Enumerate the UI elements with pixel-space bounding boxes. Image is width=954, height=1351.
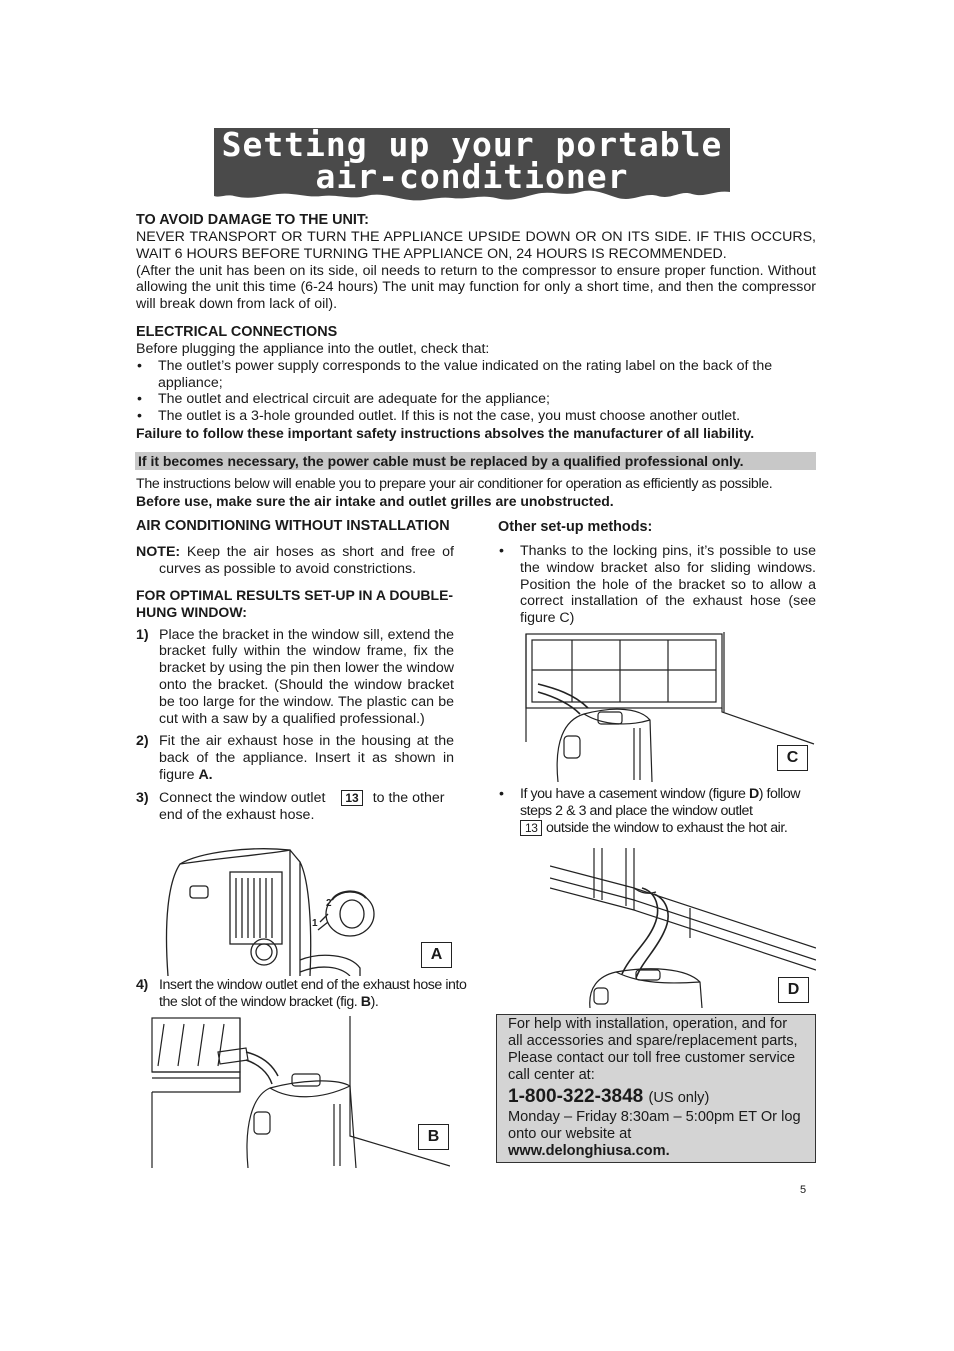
other-methods-heading: Other set-up methods: [498, 519, 653, 535]
part-13-badge: 13 [520, 820, 542, 836]
list-item: • Thanks to the locking pins, it’s possible to use the window bracket also for sliding windows. Position the hole of the bracket so to allow a correct installation of the exhaust hose (see figure C) [498, 543, 816, 627]
cable-notice-text: If it becomes necessary, the power cable must be replaced by a qualified professional only. [138, 453, 744, 469]
list-item: • The outlet is a 3-hole grounded outlet. If this is not the case, you must choose another outlet. [136, 408, 816, 425]
step-1: 1) Place the bracket in the window sill, extend the bracket fully within the window frame, fix the bracket by using the pin then lower the window onto the bracket. (Should the window bracket be too large for the window. The plastic can be cut with a saw by a qualified professional.) [136, 626, 454, 727]
list-item: • The outlet and electrical circuit are adequate for the appliance; [136, 391, 816, 408]
sliding-window-illustration [524, 632, 816, 782]
part-13-badge: 13 [341, 790, 362, 806]
damage-heading: TO AVOID DAMAGE TO THE UNIT: [136, 212, 369, 228]
optimal-heading: FOR OPTIMAL RESULTS SET-UP IN A DOUBLE-HUNG WINDOW: [136, 586, 454, 620]
figure-c [524, 632, 816, 782]
casement-bullet [498, 786, 816, 836]
electrical-checklist [136, 358, 816, 425]
appliance-back-illustration [160, 842, 452, 976]
damage-section [136, 212, 816, 313]
page-title-banner [214, 125, 730, 204]
note-text: Keep the air hoses as short and free of curves as possible to avoid constrictions. [159, 544, 454, 577]
list-item: • The outlet’s power supply corresponds to the value indicated on the rating label on the back of the appliance; [136, 358, 816, 392]
cable-notice-bar [135, 452, 816, 470]
step-3: 3) Connect the window outlet 13 to the other end of the exhaust hose. [136, 789, 445, 823]
electrical-heading: ELECTRICAL CONNECTIONS [136, 324, 338, 340]
figure-a-mark: 2 [326, 898, 332, 909]
note-paragraph [136, 544, 454, 578]
figure-b-label: B [418, 1124, 449, 1150]
figure-c-label: C [777, 745, 808, 771]
help-phone-line [508, 1086, 804, 1109]
step-2: 2) Fit the air exhaust hose in the housing at the back of the appliance. Insert it as shown in figure A. [136, 733, 454, 783]
figure-a-mark: 1 [312, 918, 318, 929]
liability-warning: Failure to follow these important safety instructions absolves the manufacturer of all liability. [136, 424, 755, 441]
electrical-section [136, 324, 816, 442]
help-hours: Monday – Friday 8:30am – 5:00pm ET Or log onto our website at [508, 1109, 801, 1142]
electrical-intro: Before plugging the appliance into the outlet, check that: [136, 341, 490, 357]
help-text: For help with installation, operation, and for all accessories and spare/replacement parts, Please contact our toll free customer service call center at: [508, 1016, 798, 1083]
phone-number[interactable]: 1-800-322-3848 [508, 1086, 644, 1107]
no-install-heading: AIR CONDITIONING WITHOUT INSTALLATION [136, 518, 450, 534]
page-number: 5 [800, 1184, 807, 1196]
double-hung-window-illustration [150, 1016, 450, 1168]
phone-note: (US only) [648, 1090, 710, 1106]
note-label: NOTE: [136, 544, 181, 560]
left-column [136, 518, 454, 823]
list-item: • If you have a casement window (figure D) follow steps 2 & 3 and place the window outlet 13 outside the window to exhaust the hot air. [498, 786, 816, 836]
damage-warning-text: NEVER TRANSPORT OR TURN THE APPLIANCE UPSIDE DOWN OR ON ITS SIDE. IF THIS OCCURS, WAIT 6 HOURS BEFORE TURNING THE APPLIANCE ON, 24 HOURS IS RECOMMENDED. [136, 229, 816, 262]
website-link[interactable]: www.delonghiusa.com. [508, 1143, 670, 1159]
banner-title-line1: Setting up your portable [221, 125, 723, 164]
damage-explanation-text: (After the unit has been on its side, oil needs to return to the compressor to ensure proper function. Without allowing the unit this time (6-24 hours) The unit may function for only a short time, and then the compressor will break down from lack of oil). [136, 262, 816, 313]
figure-a [160, 842, 452, 976]
intro-bold-text: Before use, make sure the air intake and outlet grilles are unobstructed. [136, 492, 614, 509]
figure-d [550, 848, 816, 1008]
figure-a-label: A [421, 942, 452, 968]
intro-text: The instructions below will enable you to prepare your air conditioner for operation as efficiently as possible. [136, 476, 773, 492]
sliding-window-list [498, 543, 816, 627]
step-4: 4) Insert the window outlet end of the exhaust hose into the slot of the window bracket (fig. B). [136, 977, 467, 1010]
right-column [498, 519, 816, 627]
figure-b [150, 1016, 450, 1168]
banner-title-line2: air-conditioner [315, 157, 629, 196]
intro-section [136, 476, 816, 510]
casement-window-illustration [550, 848, 816, 1008]
customer-service-box [496, 1014, 816, 1163]
figure-d-label: D [778, 977, 809, 1003]
